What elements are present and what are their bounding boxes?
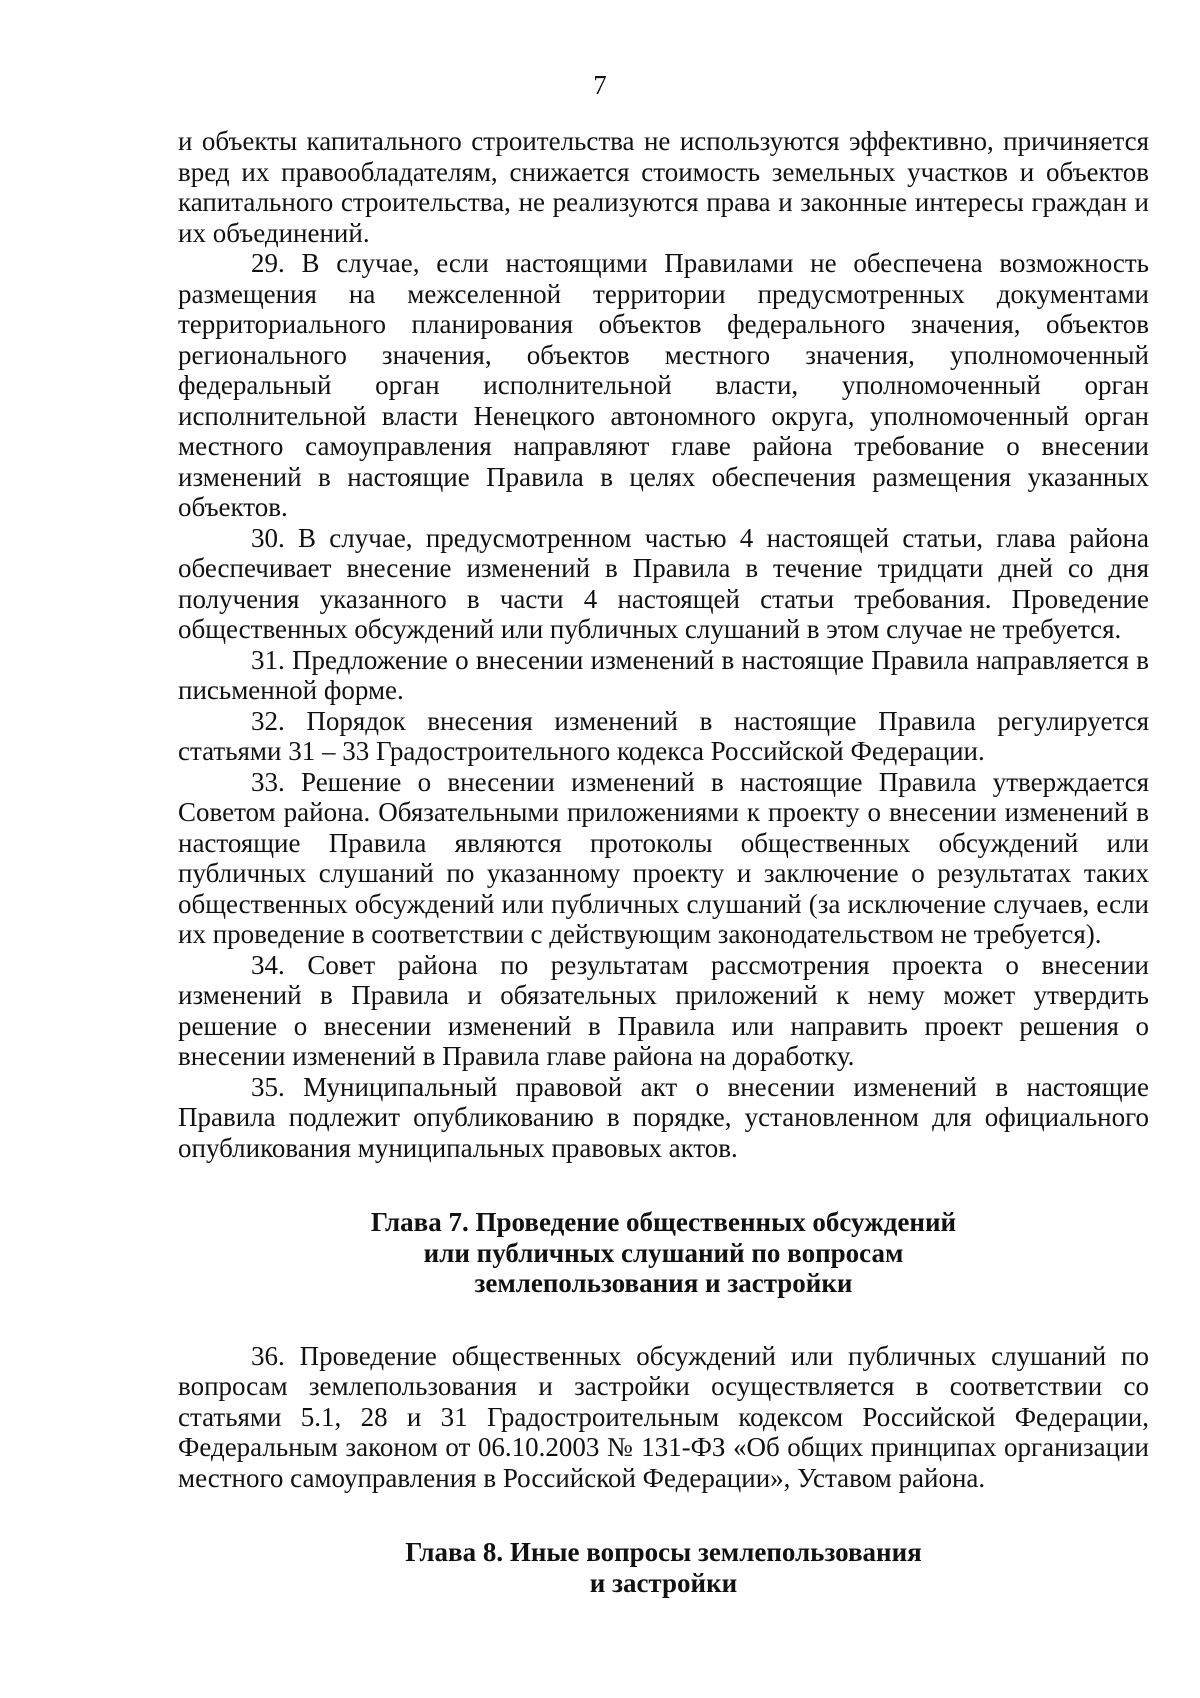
chapter-7-heading — [178, 1207, 1149, 1299]
paragraph-33: 33. Решение о внесении изменений в настоящие Правила утверждается Советом района. Обязательными приложениями к проекту о внесении изменений в настоящие Правила являются протоколы общественных обсуждений или публичных слушаний по указанному проекту и заключение о результатах таких общественных обсуждений или публичных слушаний (за исключение случаев, если их проведение в соответствии с действующим законодательством не требуется). — [178, 766, 1149, 949]
paragraph-31: 31. Предложение о внесении изменений в настоящие Правила направляется в письменной форме. — [178, 644, 1149, 705]
paragraph-34: 34. Совет района по результатам рассмотрения проекта о внесении изменений в Правила и обязательных приложений к нему может утвердить решение о внесении изменений в Правила или направить проект решения о внесении изменений в Правила главе района на доработку. — [178, 949, 1149, 1071]
paragraph-continuation: и объекты капитального строительства не используются эффективно, причиняется вред их правообладателям, снижается стоимость земельных участков и объектов капитального строительства, не реализуются права и законные интересы граждан и их объединений. — [178, 126, 1149, 248]
page-number: 7 — [593, 70, 607, 100]
paragraph-30: 30. В случае, предусмотренном частью 4 настоящей статьи, глава района обеспечивает внесение изменений в Правила в течение тридцати дней со дня получения указанного в части 4 настоящей статьи требования. Проведение общественных обсуждений или публичных слушаний в этом случае не требуется. — [178, 522, 1149, 644]
chapter-8-heading-line-1: Глава 8. Иные вопросы землепользования — [405, 1537, 922, 1567]
chapter-8-heading-line-2: и застройки — [589, 1567, 738, 1598]
paragraph-35: 35. Муниципальный правовой акт о внесении изменений в настоящие Правила подлежит опубликованию в порядке, установленном для официального опубликования муниципальных правовых актов. — [178, 1071, 1149, 1163]
chapter-7-heading-line-3: землепользования и застройки — [474, 1268, 853, 1298]
paragraph-36: 36. Проведение общественных обсуждений или публичных слушаний по вопросам землепользования и застройки осуществляется в соответствии со статьями 5.1, 28 и 31 Градостроительным кодексом Российской Федерации, Федеральным законом от 06.10.2003 № 131-ФЗ «Об общих принципах организации местного самоуправления в Российской Федерации», Уставом района. — [178, 1340, 1149, 1493]
paragraph-29: 29. В случае, если настоящими Правилами не обеспечена возможность размещения на межселенной территории предусмотренных документами территориального планирования объектов федерального значения, объектов регионального значения, объектов местного значения, уполномоченный федеральный орган исполнительной власти, уполномоченный орган исполнительной власти Ненецкого автономного округа, уполномоченный орган местного самоуправления направляют главе района требование о внесении изменений в настоящие Правила в целях обеспечения размещения указанных объектов. — [178, 248, 1149, 522]
document-body — [178, 126, 1149, 1598]
chapter-7-heading-line-2: или публичных слушаний по вопросам — [423, 1237, 904, 1268]
chapter-8-heading — [178, 1537, 1149, 1598]
paragraph-32: 32. Порядок внесения изменений в настоящие Правила регулируется статьями 31 – 33 Градостроительного кодекса Российской Федерации. — [178, 705, 1149, 766]
chapter-7-heading-line-1: Глава 7. Проведение общественных обсуждений — [370, 1207, 957, 1237]
